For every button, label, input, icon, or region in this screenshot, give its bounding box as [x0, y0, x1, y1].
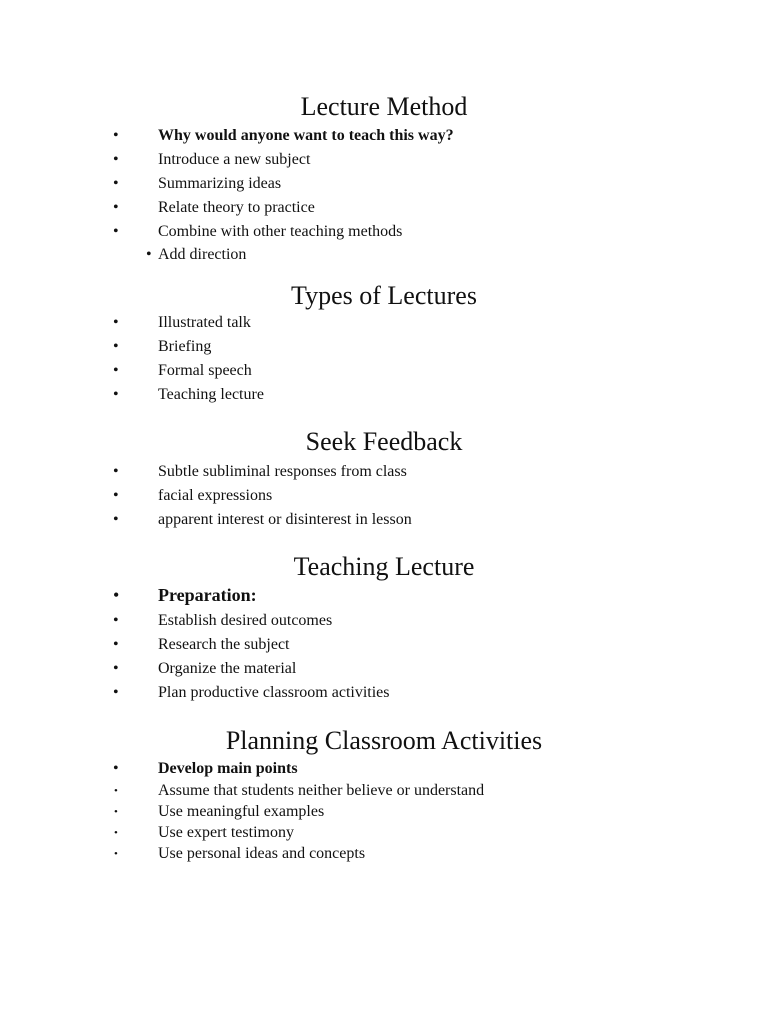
list-item: [0, 657, 768, 681]
list-item: [0, 359, 768, 383]
list-item-text: Research the subject: [158, 636, 290, 653]
list-item: [0, 172, 768, 196]
list-item: [0, 335, 768, 359]
bullet-icon: •: [113, 175, 119, 192]
list-item: [0, 311, 768, 335]
bullet-icon: •: [113, 151, 119, 168]
list-item-text: Use expert testimony: [158, 824, 294, 841]
section-heading-seek-feedback: Seek Feedback: [305, 427, 463, 456]
bullet-icon: •: [146, 246, 152, 263]
list-item-text: apparent interest or disinterest in lesson: [158, 511, 412, 528]
list-item: [0, 124, 768, 148]
list-item: [0, 243, 768, 267]
section-heading-types-of-lectures: Types of Lectures: [291, 281, 477, 310]
list-item: [0, 220, 768, 244]
list-item-text: Why would anyone want to teach this way?: [158, 127, 454, 144]
list-item-text: Briefing: [158, 338, 212, 355]
bullet-icon: •: [113, 199, 119, 216]
list-item: [0, 583, 768, 607]
list-item-text: Teaching lecture: [158, 386, 264, 403]
list-item-text: Formal speech: [158, 362, 252, 379]
list-item-text: Combine with other teaching methods: [158, 223, 403, 240]
section-heading-lecture-method: Lecture Method: [300, 92, 468, 121]
bullet-icon: •: [113, 684, 119, 701]
list-item-text: Add direction: [158, 246, 247, 263]
list-item: [0, 383, 768, 407]
list-item-text: Use meaningful examples: [158, 803, 325, 820]
list-item: [0, 508, 768, 532]
list-item-text: Organize the material: [158, 660, 297, 677]
bullet-icon: •: [113, 760, 119, 777]
bullet-icon: •: [114, 785, 118, 797]
list-item: [0, 196, 768, 220]
list-item-text: Introduce a new subject: [158, 151, 311, 168]
bullet-icon: •: [113, 585, 120, 605]
bullet-icon: •: [113, 487, 119, 504]
list-item: [0, 460, 768, 484]
bullet-icon: •: [113, 660, 119, 677]
section-heading-teaching-lecture: Teaching Lecture: [293, 552, 475, 581]
list-item: [0, 757, 768, 781]
list-item: [0, 609, 768, 633]
list-item: [0, 148, 768, 172]
list-item-text: Relate theory to practice: [158, 199, 315, 216]
list-item: [0, 633, 768, 657]
list-item-text: Summarizing ideas: [158, 175, 282, 192]
list-item-text: Use personal ideas and concepts: [158, 845, 366, 862]
list-item-text: Illustrated talk: [158, 314, 251, 331]
bullet-icon: •: [113, 463, 119, 480]
bullet-icon: •: [113, 386, 119, 403]
bullet-icon: •: [114, 827, 118, 839]
list-item-text: Preparation:: [158, 585, 257, 605]
bullet-icon: •: [113, 223, 119, 240]
bullet-icon: •: [114, 848, 118, 860]
bullet-icon: •: [114, 806, 118, 818]
list-item-text: Establish desired outcomes: [158, 612, 333, 629]
bullet-icon: •: [113, 612, 119, 629]
bullet-icon: •: [113, 511, 119, 528]
section-heading-planning-classroom-activities: Planning Classroom Activities: [225, 726, 543, 755]
list-item: [0, 681, 768, 705]
list-item-text: Subtle subliminal responses from class: [158, 463, 407, 480]
bullet-icon: •: [113, 362, 119, 379]
list-item: [0, 842, 768, 866]
bullet-icon: •: [113, 636, 119, 653]
bullet-icon: •: [113, 314, 119, 331]
list-item-text: Develop main points: [158, 760, 298, 777]
list-item-text: Assume that students neither believe or understand: [158, 782, 485, 799]
bullet-icon: •: [113, 338, 119, 355]
list-item-text: Plan productive classroom activities: [158, 684, 390, 701]
list-item: [0, 484, 768, 508]
list-item-text: facial expressions: [158, 487, 273, 504]
bullet-icon: •: [113, 127, 119, 144]
